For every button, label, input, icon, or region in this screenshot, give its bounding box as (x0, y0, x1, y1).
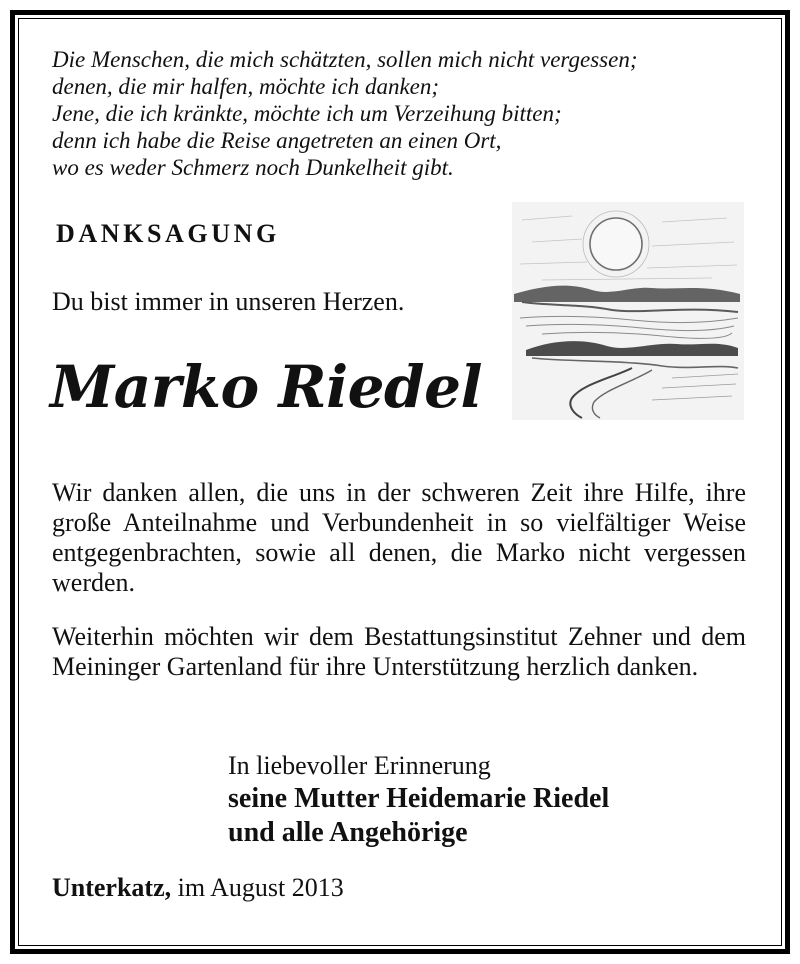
moon-over-sea-landscape-drawing-icon (512, 202, 744, 420)
subline: Du bist immer in unseren Herzen. (52, 287, 405, 316)
closing-intro: In liebevoller Erinnerung (228, 751, 491, 780)
poem (52, 46, 637, 181)
signatory: und alle Angehörige (228, 817, 468, 848)
poem-line: denn ich habe die Reise angetreten an einen Ort, (52, 128, 502, 153)
closing-block (228, 750, 609, 850)
place-date (52, 872, 344, 904)
poem-line: denen, die mir halfen, möchte ich danken; (52, 74, 440, 99)
thanks-paragraph: Weiterhin möchten wir dem Bestattungsinstitut Zehner und dem Meininger Gartenland für ihre Unterstützung herzlich danken. (52, 622, 746, 681)
thanks-paragraph: Wir danken allen, die uns in der schweren Zeit ihre Hilfe, ihre große Anteilnahme und Verbundenheit in so vielfältiger Weise entgegenbrachten, sowie all denen, die Marko nicht vergessen werden. (52, 478, 746, 597)
poem-line: wo es weder Schmerz noch Dunkelheit gibt. (52, 155, 454, 180)
date: im August 2013 (177, 873, 344, 902)
deceased-name: Marko Riedel (50, 353, 483, 421)
signatory: seine Mutter Heidemarie Riedel (228, 783, 610, 814)
poem-line: Die Menschen, die mich schätzten, sollen mich nicht vergessen; (52, 47, 638, 72)
heading-danksagung: DANKSAGUNG (56, 219, 280, 248)
poem-line: Jene, die ich kränkte, möchte ich um Verzeihung bitten; (52, 101, 562, 126)
place-name: Unterkatz, (52, 873, 172, 902)
